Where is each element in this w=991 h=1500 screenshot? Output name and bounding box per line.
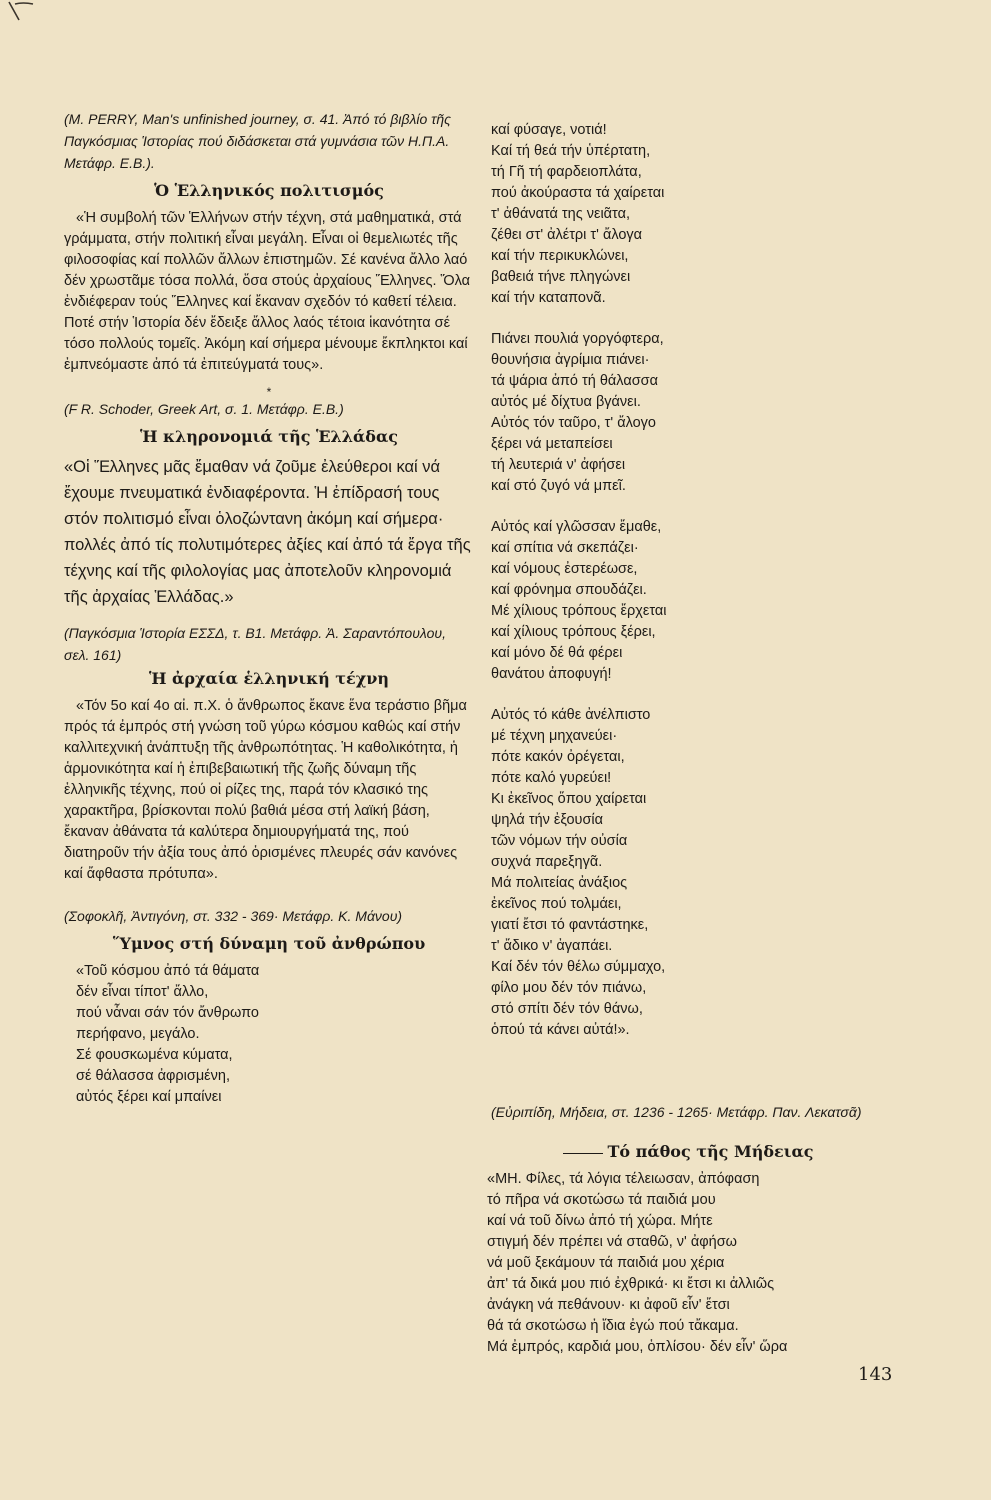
verse-line: τή λευτεριά ν' ἀφήσει: [491, 457, 626, 473]
verse-line: συχνά παρεξηγᾶ.: [491, 854, 603, 870]
verse-line: ψηλά τήν ἐξουσία: [491, 812, 604, 828]
stanza-3: [491, 517, 886, 685]
verse-line: Πιάνει πουλιά γοργόφτερα,: [491, 331, 664, 347]
verse-line: τά ψάρια ἀπό τή θάλασσα: [491, 373, 658, 389]
verse-line: θά τά σκοτώσω ἡ ἴδια ἐγώ πού τἄκαμα.: [487, 1318, 739, 1334]
verse-line: γιατί ἔτσι τό φαντάστηκε,: [491, 917, 649, 933]
verse-line: αὐτός ξέρει καί μπαίνει: [76, 1089, 222, 1105]
verse-line: «Τοῦ κόσμου ἀπό τά θάματα: [76, 963, 260, 979]
verse-line: Αὐτός τό κάθε ἀνέλπιστο: [491, 707, 651, 723]
verse-line: καί μόνο δέ θά φέρει: [491, 645, 623, 661]
verse-line: Αὐτός τόν ταῦρο, τ' ἄλογο: [491, 415, 657, 431]
verse-line: στιγμή δέν πρέπει νά σταθῶ, ν' ἀφήσω: [487, 1234, 737, 1250]
heading-hymn-to-man: Ὕμνος στή δύναμη τοῦ ἀνθρώπου: [112, 934, 426, 953]
verse-line: φίλο μου δέν τόν πιάνω,: [491, 980, 647, 996]
verse-line: «ΜΗ. Φίλες, τά λόγια τέλειωσαν, ἀπόφαση: [487, 1171, 760, 1187]
stanza-4: [491, 705, 886, 1041]
verse-line: Μά πολιτείας ἀνάξιος: [491, 875, 628, 891]
verse-line: ζέθει στ' ἀλέτρι τ' ἄλογα: [491, 227, 643, 243]
verse-line: πού ἀκούραστα τά χαίρεται: [491, 185, 665, 201]
page-number: 143: [858, 1364, 893, 1385]
verse-line: καί χίλιους τρόπους ξέρει,: [491, 624, 656, 640]
verse-line: αὐτός μέ δίχτυα βγάνει.: [491, 394, 641, 410]
verse-line: νά μοῦ ξεκάμουν τά παιδιά μου χέρια: [487, 1255, 725, 1271]
verse-line: θουνήσια ἀγρίμια πιάνει·: [491, 352, 650, 368]
verse-line: καί τήν καταπονᾶ.: [491, 290, 606, 306]
verse-line: σέ θάλασσα ἀφρισμένη,: [76, 1068, 230, 1084]
heading-medea: [491, 1141, 886, 1163]
verse-line: ὁπού τά κάνει αὐτά!».: [491, 1022, 630, 1038]
citation-euripides: (Εὐριπίδη, Μήδεια, στ. 1236 - 1265· Μετάφρ. Παν. Λεκατσᾶ): [491, 1104, 862, 1120]
verse-line: Καί τή θεά τήν ὑπέρτατη,: [491, 143, 651, 159]
verse-line: καί νόμους ἐστερέωσε,: [491, 561, 638, 577]
heading-heritage-of-greece: Ἡ κληρονομιά τῆς Ἑλλάδας: [139, 427, 399, 446]
verse-line: καί φύσαγε, νοτιά!: [491, 122, 607, 138]
verse-line: στό σπίτι δέν τόν θάνω,: [491, 1001, 643, 1017]
heading-medea-text: Τό πάθος τῆς Μήδειας: [607, 1142, 814, 1161]
left-column: [64, 108, 474, 1108]
verse-line: βαθειά τήνε πληγώνει: [491, 269, 631, 285]
verse-line: Κι ἐκεῖνος ὅπου χαίρεται: [491, 791, 647, 807]
medea-text: [487, 1169, 886, 1358]
verse-line: τ' ἀθάνατά της νειᾶτα,: [491, 206, 630, 222]
verse-line: Αὐτός καί γλῶσσαν ἔμαθε,: [491, 519, 662, 535]
verse-line: πότε καλό γυρεύει!: [491, 770, 612, 786]
verse-line: τό πῆρα νά σκοτώσω τά παιδιά μου: [487, 1192, 716, 1208]
verse-line: καί σπίτια νά σκεπάζει·: [491, 540, 639, 556]
verse-line: καί φρόνημα σπουδάζει.: [491, 582, 647, 598]
text-greek-civilization: «Ἡ συμβολή τῶν Ἑλλήνων στήν τέχνη, στά μαθηματικά, στά γράμματα, στήν πολιτική εἶναι μεγάλη. Εἶναι οἱ θεμελιωτές τῆς φιλοσοφίας καί πολλῶν ἄλλων ἐπιστημῶν. Σέ κανένα ἄλλο λαό δέν χρωστᾶμε τόσα πολλά, ὅσα στούς ἀρχαίους Ἕλληνες. Ὅλα ἐνδιέφεραν τούς Ἕλληνες καί ἔκαναν σχεδόν τό καθετί τέλεια. Ποτέ στήν Ἱστορία δέν ἔδειξε ἄλλος λαός τέτοια ἱκανότητα σέ τόσο πολλούς τομεῖς. Ἀκόμη καί σήμερα μένουμε ἔκπληκτοι καί ἐμπνεόμαστε ἀπό τά ἐπιτεύγματά τους».: [64, 210, 471, 373]
verse-line: Μέ χίλιους τρόπους ἔρχεται: [491, 603, 667, 619]
heading-ancient-greek-art: Ἡ ἀρχαία ἑλληνική τέχνη: [148, 669, 390, 688]
verse-line: θανάτου ἀποφυγή!: [491, 666, 612, 682]
stanza-1: [491, 120, 886, 309]
verse-line: Μά ἐμπρός, καρδιά μου, ὁπλίσου· δέν εἶν' ὥρα: [487, 1339, 788, 1355]
verse-line: καί νά τοῦ δίνω ἀπό τή χώρα. Μήτε: [487, 1213, 713, 1229]
heading-greek-civilization: Ὁ Ἑλληνικός πολιτισμός: [154, 181, 384, 200]
citation-sophocles: (Σοφοκλῆ, Ἀντιγόνη, στ. 332 - 369· Μετάφρ. Κ. Μάνου): [64, 908, 403, 924]
right-column: [487, 120, 886, 1358]
verse-line: μέ τέχνη μηχανεύει·: [491, 728, 618, 744]
verse-line: καί στό ζυγό νά μπεῖ.: [491, 478, 626, 494]
corner-mark-icon: [5, 0, 37, 24]
verse-line: ἐκεῖνος πού τολμάει,: [491, 896, 622, 912]
poem-start: [64, 961, 474, 1108]
verse-line: Σέ φουσκωμένα κύματα,: [76, 1047, 233, 1063]
text-heritage-of-greece: «Οἱ Ἕλληνες μᾶς ἔμαθαν νά ζοῦμε ἐλεύθεροι καί νά ἔχουμε πνευματικά ἐνδιαφέροντα. Ἡ ἐπίδρασή τους στόν πολιτισμό εἶναι ὁλοζώντανη ἀκόμη καί σήμερα· πολλές ἀπό τίς πολυτιμότερες ἀξίες καί ἀπό τά ἔργα τῆς τέχνης καί τῆς φιλολογίας μας ἀποτελοῦν κληρονομιά τῆς ἀρχαίας Ἑλλάδας.»: [64, 458, 471, 606]
verse-line: καί τήν περικυκλώνει,: [491, 248, 629, 264]
citation-world-history: (Παγκόσμια Ἱστορία ΕΣΣΔ, τ. Β1. Μετάφρ. Ἀ. Σαραντόπουλου, σελ. 161): [64, 625, 446, 663]
stanza-2: [491, 329, 886, 497]
text-ancient-greek-art: «Τόν 5ο καί 4ο αἰ. π.Χ. ὁ ἄνθρωπος ἔκανε ἕνα τεράστιο βῆμα πρός τά ἐμπρός στή γνώση τοῦ γύρω κόσμου καθώς καί στήν καλλιτεχνική ἀνάπτυξη τῆς ἀνθρωπότητας. Ἡ καθολικότητα, ἡ ἁρμονικότητα καί ἡ ἐπιβεβαιωτική τῆς ζωῆς δύναμη τῆς ἑλληνικῆς τέχνης, πού οἱ ρίζες της, παρά τόν κλασικό της χαρακτῆρα, βρίσκονται πολύ βαθιά μέσα στή λαϊκή βάση, ἔκαναν ἀθάνατα τά καλύτερα δημιουργήματά της, πού διατηροῦν τήν ἀξία τους ἀπό ὁρισμένες πλευρές σάν κανόνες καί ἄφθαστα πρότυπα».: [64, 698, 467, 882]
verse-line: τ' ἄδικο ν' ἀγαπάει.: [491, 938, 613, 954]
verse-line: Καί δέν τόν θέλω σύμμαχο,: [491, 959, 666, 975]
verse-line: περήφανο, μεγάλο.: [76, 1026, 200, 1042]
verse-line: πότε κακόν ὀρέγεται,: [491, 749, 625, 765]
verse-line: ξέρει νά μεταπείσει: [491, 436, 613, 452]
verse-line: ἀπ' τά δικά μου πιό ἐχθρικά· κι ἔτσι κι ἀλλιῶς: [487, 1276, 775, 1292]
verse-line: πού νἆναι σάν τόν ἄνθρωπο: [76, 1005, 259, 1021]
heading-rule: [563, 1153, 603, 1154]
verse-line: ἀνάγκη νά πεθάνουν· κι ἀφοῦ εἶν' ἔτσι: [487, 1297, 730, 1313]
verse-line: τή Γῆ τή φαρδειοπλάτα,: [491, 164, 642, 180]
asterisk-separator: *: [266, 385, 272, 399]
verse-line: δέν εἶναι τίποτ' ἄλλο,: [76, 984, 209, 1000]
citation-perry: (M. PERRY, Man's unfinished journey, σ. 41. Ἀπό τό βιβλίο τῆς Παγκόσμιας Ἱστορίας πού διδάσκεται στά γυμνάσια τῶν Η.Π.Α. Μετάφρ. Ε.Β.).: [64, 111, 451, 171]
verse-line: τῶν νόμων τήν οὐσία: [491, 833, 628, 849]
citation-schoder: (F R. Schoder, Greek Art, σ. 1. Μετάφρ. Ε.Β.): [64, 401, 344, 417]
